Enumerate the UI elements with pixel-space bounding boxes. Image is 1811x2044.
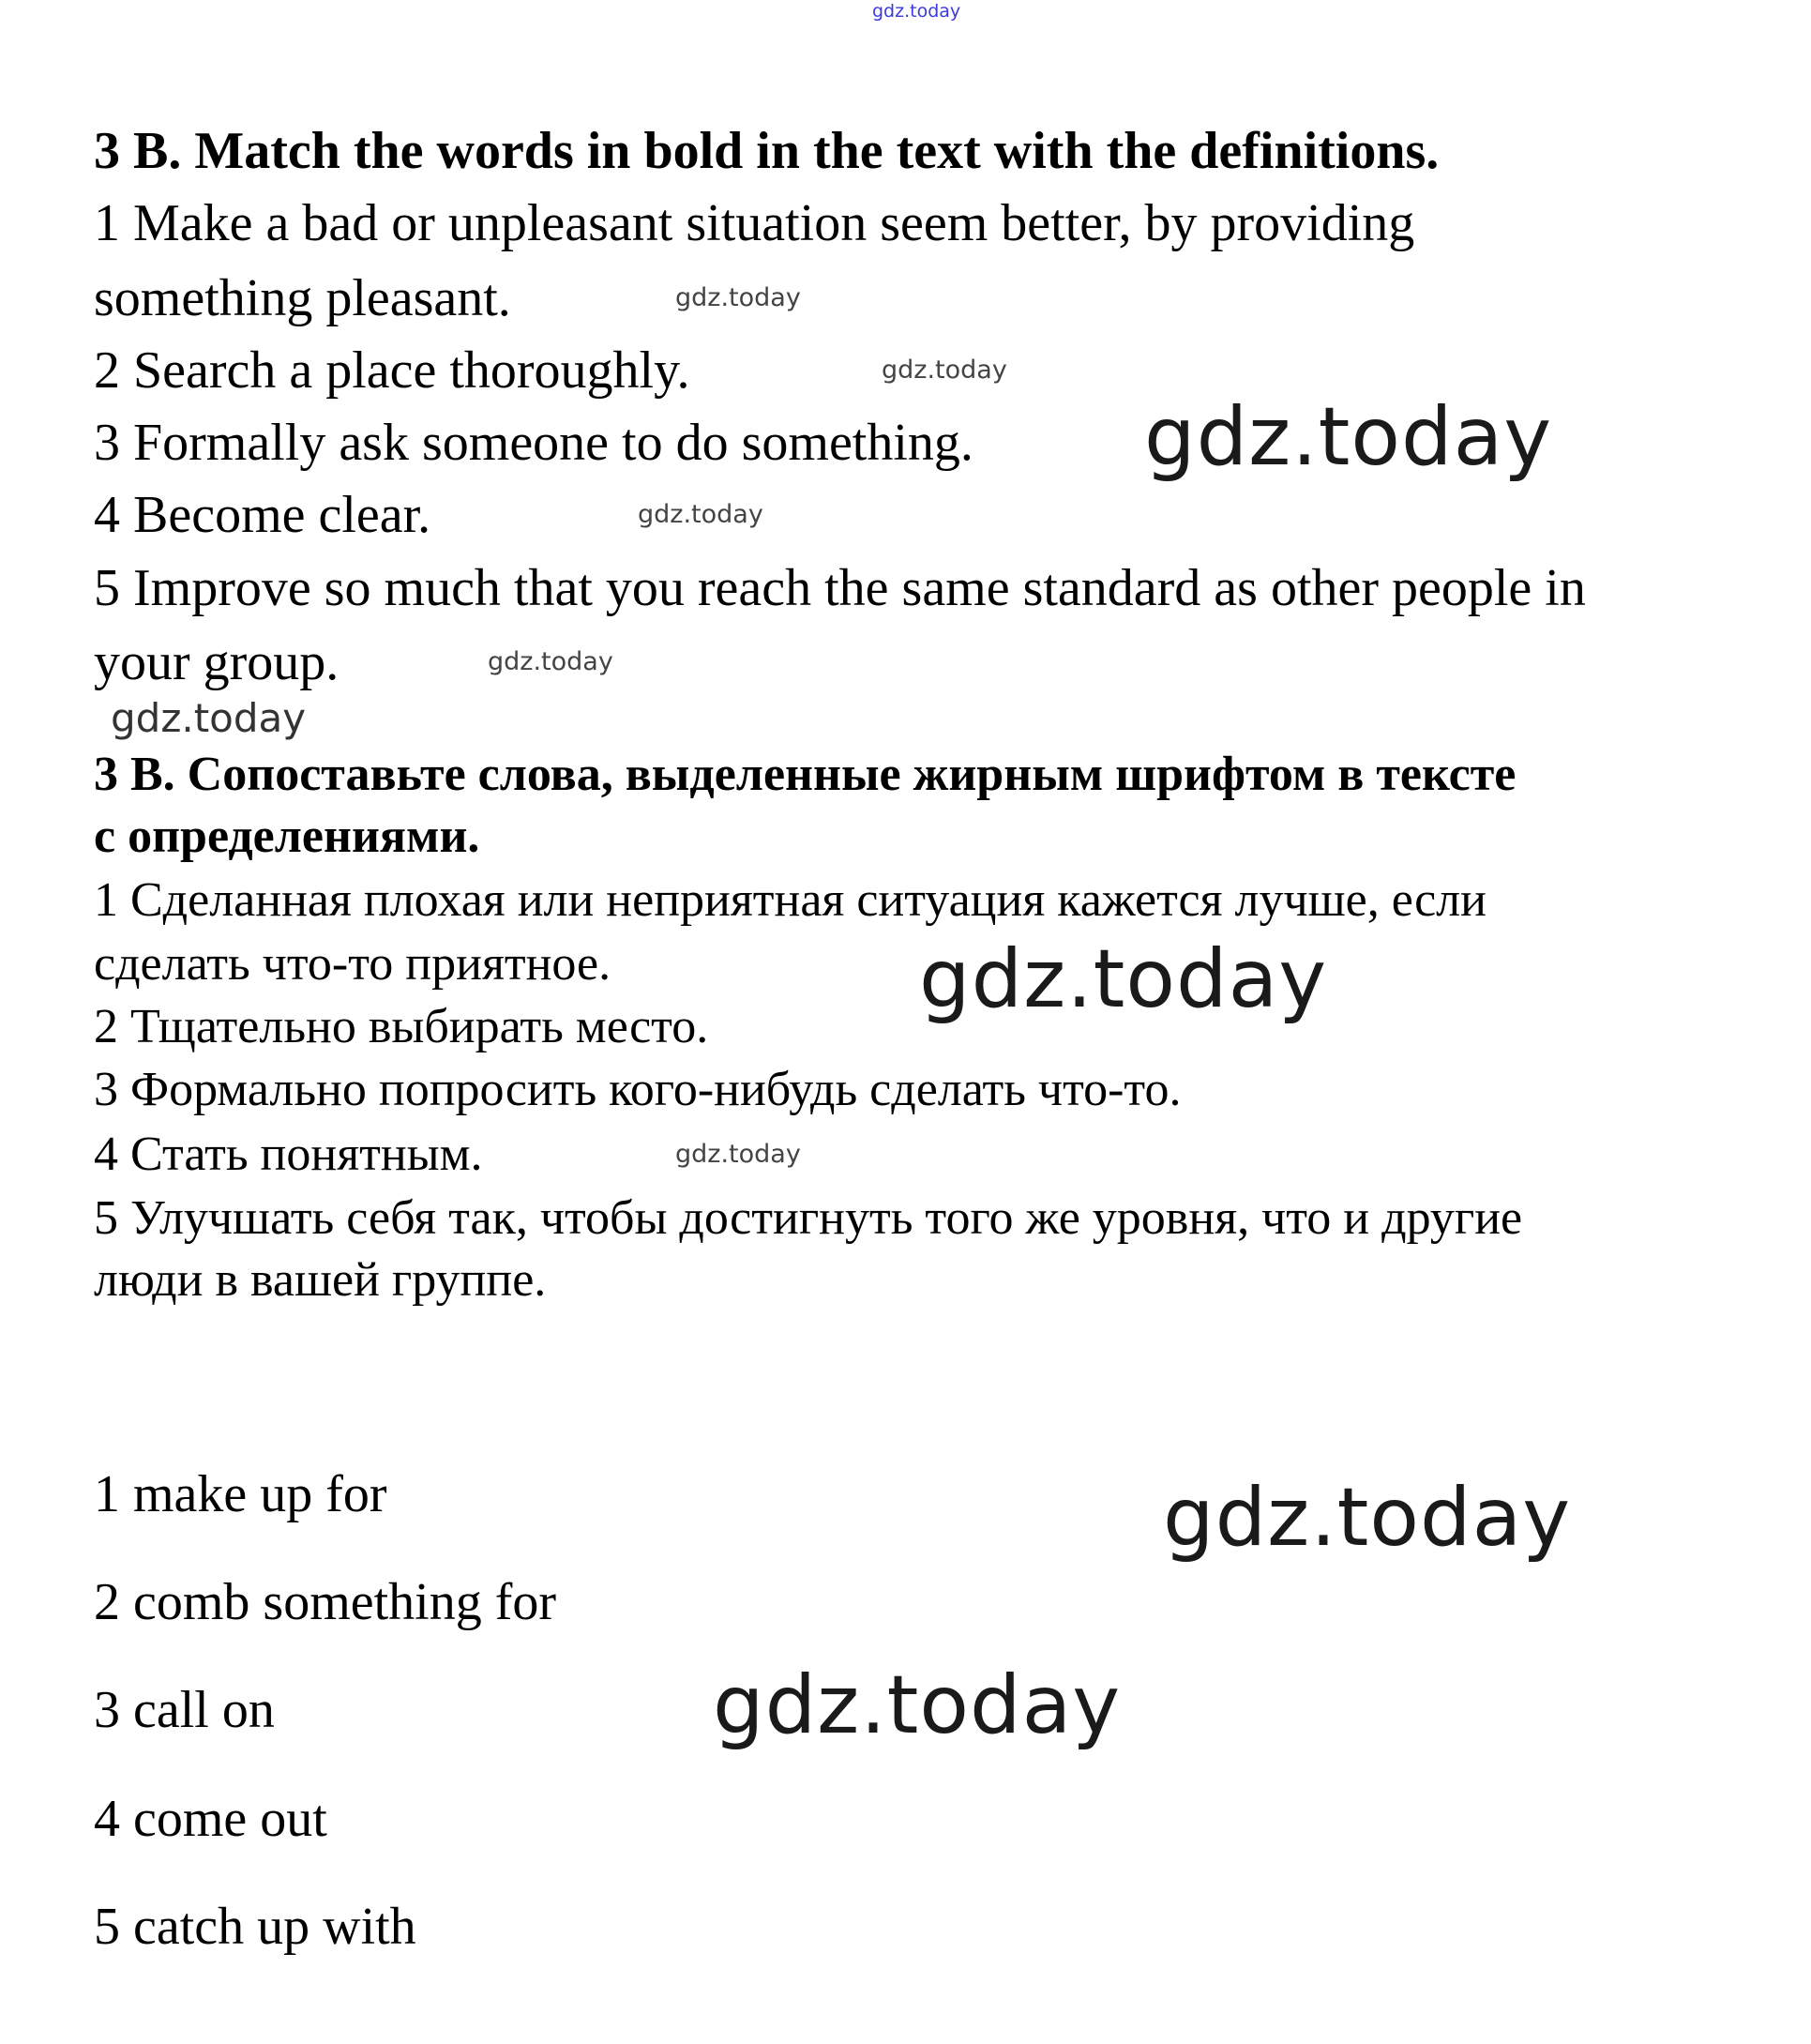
russian-line: 5 Улучшать себя так, чтобы достигнуть того же уровня, что и другие — [94, 1191, 1523, 1245]
watermark: gdz.today — [1163, 1471, 1572, 1565]
watermark: gdz.today — [111, 695, 307, 741]
watermark: gdz.today — [713, 1658, 1122, 1752]
watermark: gdz.today — [882, 356, 1007, 385]
russian-heading: 3 B. Сопоставьте слова, выделенные жирным шрифтом в тексте — [94, 748, 1517, 801]
watermark: gdz.today — [675, 1140, 801, 1169]
english-line: 3 Formally ask someone to do something. — [94, 414, 973, 472]
answer-item: 2 comb something for — [94, 1573, 557, 1631]
russian-line: 3 Формально попросить кого-нибудь сделать что-то. — [94, 1063, 1182, 1116]
answer-item: 5 catch up with — [94, 1898, 416, 1956]
answer-item: 3 call on — [94, 1681, 275, 1739]
english-line: something pleasant. — [94, 269, 511, 327]
watermark: gdz.today — [1144, 390, 1553, 484]
watermark: gdz.today — [638, 500, 763, 529]
russian-line: 1 Сделанная плохая или неприятная ситуация кажется лучше, если — [94, 873, 1487, 927]
english-line: 4 Become clear. — [94, 486, 431, 544]
answer-item: 4 come out — [94, 1790, 327, 1848]
english-line: 1 Make a bad or unpleasant situation seem better, by providing — [94, 194, 1415, 252]
russian-line: 4 Стать понятным. — [94, 1128, 483, 1181]
russian-line: 2 Тщательно выбирать место. — [94, 1000, 709, 1053]
english-line: 5 Improve so much that you reach the same standard as other people in — [94, 559, 1586, 617]
english-line: 2 Search a place thoroughly. — [94, 341, 690, 400]
english-line: your group. — [94, 633, 340, 691]
watermark: gdz.today — [675, 283, 801, 312]
english-heading: 3 B. Match the words in bold in the text with the definitions. — [94, 122, 1440, 180]
watermark-top: gdz.today — [872, 1, 961, 22]
watermark: gdz.today — [919, 932, 1328, 1026]
russian-heading: с определениями. — [94, 810, 480, 863]
russian-line: люди в вашей группе. — [94, 1253, 547, 1307]
answer-item: 1 make up for — [94, 1465, 387, 1523]
watermark: gdz.today — [488, 647, 613, 676]
russian-line: сделать что-то приятное. — [94, 937, 611, 991]
